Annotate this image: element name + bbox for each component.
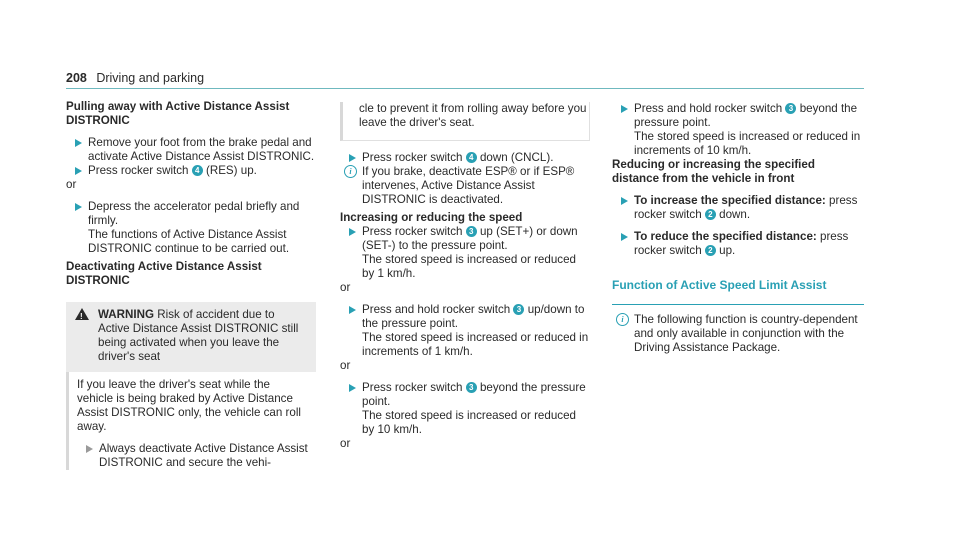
number-badge: 2 [705,209,716,220]
page-header [66,71,204,85]
step-text: beyond the pressure point. [362,381,586,408]
step-text: up/down to the pressure point. [362,303,585,330]
info-icon: i [344,165,357,178]
step-text: Press rocker switch [88,164,189,177]
step-note: The stored speed is increased or reduced by 10 km/h. [362,409,576,436]
warning-label: WARNING [98,308,155,321]
arrow-icon [86,445,93,453]
step-text: Always deactivate Active Distance Assist DISTRONIC and secure the vehi- [99,442,308,469]
warning-body [66,372,316,470]
info-note [612,313,862,355]
step-text: Depress the accelerator pedal briefly and firmly. [88,200,300,227]
step-text: Press and hold rocker switch [634,102,783,115]
arrow-icon [349,384,356,392]
step-item [612,194,862,222]
step-item [340,225,590,281]
step-text: beyond the pressure point. [634,102,858,129]
step-text: press rocker switch [634,194,858,221]
heading-increasing: Increasing or reducing the speed [340,211,523,224]
info-note [340,165,590,207]
info-icon: i [616,313,629,326]
step-item [77,442,308,470]
arrow-icon [349,228,356,236]
or-text: or [340,359,351,372]
step-item [612,102,862,158]
arrow-icon [349,306,356,314]
step-text: up. [719,244,736,257]
warning-continuation [340,102,590,141]
number-badge: 4 [466,152,477,163]
column-2 [340,102,590,451]
step-note: The stored speed is increased or reduced in increments of 1 km/h. [362,331,589,358]
step-note: The functions of Active Distance Assist DISTRONIC continue to be carried out. [88,228,290,255]
step-item [612,230,862,258]
arrow-icon [349,154,356,162]
step-item [340,151,590,165]
step-item [66,136,316,164]
header-divider [66,88,864,89]
heading-deactivating: Deactivating Active Distance Assist DISTRONIC [66,260,262,287]
step-text: Press rocker switch [362,381,463,394]
warning-body-text: If you leave the driver's seat while the vehicle is being braked by Active Distance Assist DISTRONIC only, the vehicle can roll away. [77,378,302,433]
number-badge: 3 [466,382,477,393]
section-title: Driving and parking [96,71,205,85]
info-text: If you brake, deactivate ESP® or if ESP® intervenes, Active Distance Assist DISTRONIC is deactivated. [362,165,575,206]
column-1 [66,100,316,470]
number-badge: 2 [705,245,716,256]
heading-pulling-away: Pulling away with Active Distance Assist DISTRONIC [66,100,290,127]
arrow-icon [75,203,82,211]
number-badge: 3 [513,304,524,315]
step-item [340,381,590,437]
arrow-icon [621,233,628,241]
step-text: press rocker switch [634,230,849,257]
column-3 [612,102,862,355]
step-text: Press rocker switch [362,225,463,238]
info-text: The following function is country-dependent and only available in conjunction with the Driving Assistance Package. [634,313,858,354]
step-text: down. [719,208,751,221]
step-note: The stored speed is increased or reduced in increments of 10 km/h. [634,130,861,157]
warning-box [66,302,316,372]
page-number: 208 [66,71,87,85]
number-badge: 3 [785,103,796,114]
warning-title: Risk of accident due to Active Distance Assist DISTRONIC still being activated when you leave the driver's seat [98,308,299,363]
step-text: Press and hold rocker switch [362,303,511,316]
or-text: or [340,437,351,450]
warning-continuation-text: cle to prevent it from rolling away before you leave the driver's seat. [359,102,587,129]
or-text: or [340,281,351,294]
step-text: Remove your foot from the brake pedal and activate Active Distance Assist DISTRONIC. [88,136,315,163]
arrow-icon [75,167,82,175]
arrow-icon [75,139,82,147]
or-text: or [66,178,77,191]
step-item [66,200,316,256]
step-item [340,303,590,359]
step-text: (RES) up. [205,164,257,177]
step-text: Press rocker switch [362,151,463,164]
arrow-icon [621,105,628,113]
warning-triangle-icon [75,308,89,320]
arrow-icon [621,197,628,205]
heading-distance: Reducing or increasing the specified distance from the vehicle in front [612,158,815,185]
number-badge: 3 [466,226,477,237]
step-bold: To reduce the specified distance: [634,230,817,243]
step-text: down (CNCL). [479,151,554,164]
step-bold: To increase the specified distance: [634,194,826,207]
step-note: The stored speed is increased or reduced by 1 km/h. [362,253,576,280]
section-divider [612,304,864,305]
number-badge: 4 [192,165,203,176]
section-heading-speed-limit: Function of Active Speed Limit Assist [612,278,827,292]
step-text: up (SET+) or down (SET-) to the pressure point. [362,225,578,252]
step-item [66,164,316,178]
